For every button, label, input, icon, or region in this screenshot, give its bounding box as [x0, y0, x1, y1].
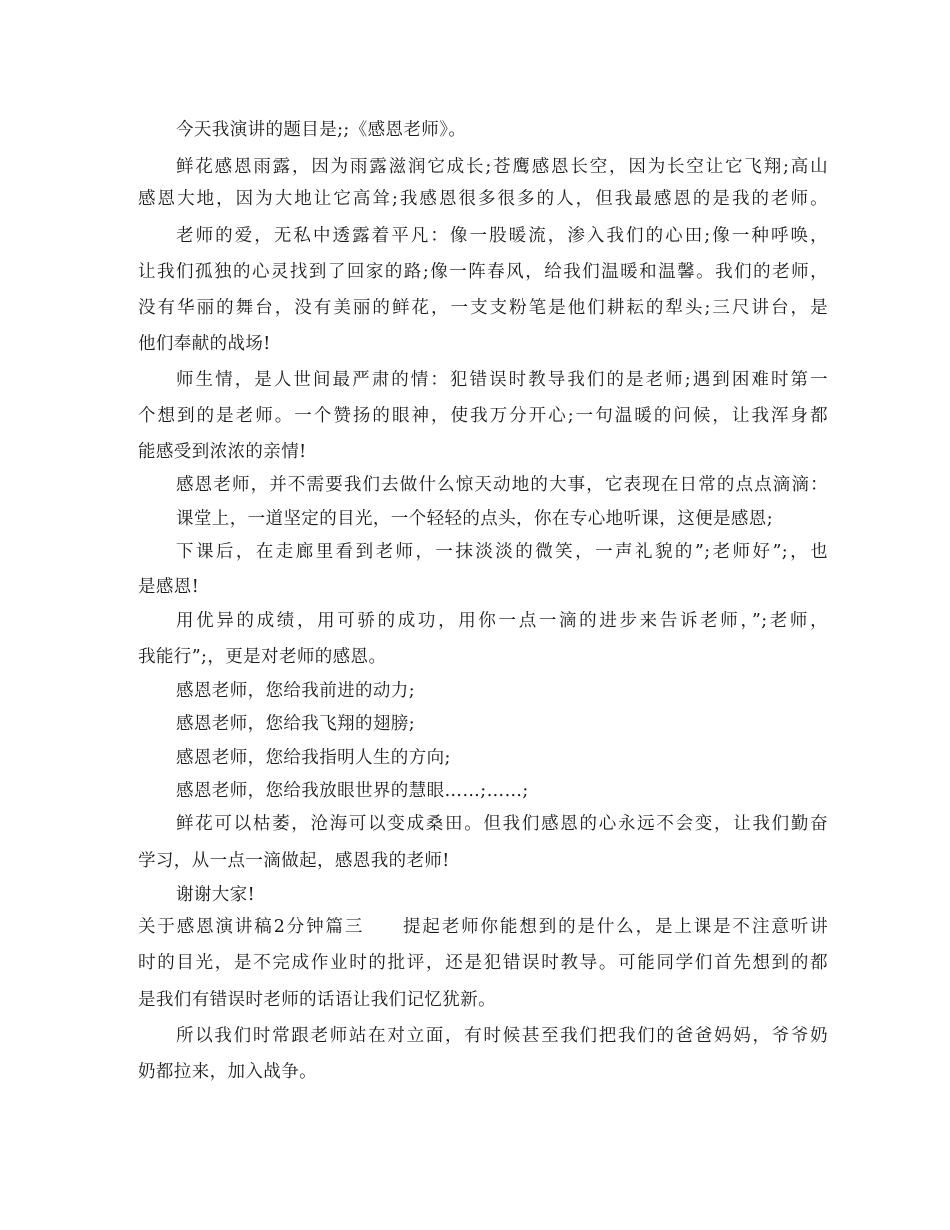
text-line: 让我们孤独的心灵找到了回家的路;像一阵春风，给我们温暖和温馨。我们的老师， [138, 262, 828, 282]
text-line: 课堂上，一道坚定的目光，一个轻轻的点头，你在专心地听课，这便是感恩; [176, 509, 773, 529]
text-line: 感恩老师，您给我放眼世界的慧眼……;……; [176, 781, 529, 801]
text-line: 感恩大地，因为大地让它高耸;我感恩很多很多的人，但我最感恩的是我的老师。 [138, 189, 828, 209]
text-line: 是我们有错误时老师的话语让我们记忆犹新。 [138, 990, 496, 1010]
text-line: 是感恩! [138, 577, 200, 597]
text-line: 今天我演讲的题目是;;《感恩老师》。 [176, 120, 467, 140]
text-line: 下课后，在走廊里看到老师，一抹淡淡的微笑，一声礼貌的”;老师好”;，也 [176, 542, 828, 562]
text-line: 谢谢大家! [176, 885, 256, 905]
text-line: 我能行”;，更是对老师的感恩。 [138, 647, 387, 667]
text-line: 能感受到浓浓的亲情! [138, 442, 307, 462]
section-heading-line: 关于感恩演讲稿2分钟篇三 提起老师你能想到的是什么，是上课是不注意听讲 [138, 917, 828, 937]
text-line: 学习，从一点一滴做起，感恩我的老师! [138, 851, 450, 871]
text-line: 奶都拉来，加入战争。 [138, 1062, 317, 1082]
text-line: 感恩老师，并不需要我们去做什么惊天动地的大事，它表现在日常的点点滴滴： [176, 475, 828, 495]
text-line: 老师的爱，无私中透露着平凡：像一股暖流，渗入我们的心田;像一种呼唤， [176, 226, 828, 246]
text-line: 感恩老师，您给我指明人生的方向; [176, 748, 451, 768]
text-line: 用优异的成绩，用可骄的成功，用你一点一滴的进步来告诉老师，”;老师， [176, 611, 828, 631]
text-line: 没有华丽的舞台，没有美丽的鲜花，一支支粉笔是他们耕耘的犁头;三尺讲台，是 [138, 298, 828, 318]
text-line: 鲜花感恩雨露，因为雨露滋润它成长;苍鹰感恩长空，因为长空让它飞翔;高山 [176, 157, 828, 177]
text-line: 个想到的是老师。一个赞扬的眼神，使我万分开心;一句温暖的问候，让我浑身都 [138, 406, 828, 426]
text-line: 鲜花可以枯萎，沧海可以变成桑田。但我们感恩的心永远不会变，让我们勤奋 [176, 814, 828, 834]
text-line: 所以我们时常跟老师站在对立面，有时候甚至我们把我们的爸爸妈妈，爷爷奶 [176, 1026, 828, 1046]
text-line: 他们奉献的战场! [138, 334, 271, 354]
text-line: 感恩老师，您给我前进的动力; [176, 681, 415, 701]
text-line: 师生情，是人世间最严肃的情：犯错误时教导我们的是老师;遇到困难时第一 [176, 370, 828, 390]
text-line: 时的目光，是不完成作业时的批评，还是犯错误时教导。可能同学们首先想到的都 [138, 953, 828, 973]
text-line: 感恩老师，您给我飞翔的翅膀; [176, 714, 415, 734]
